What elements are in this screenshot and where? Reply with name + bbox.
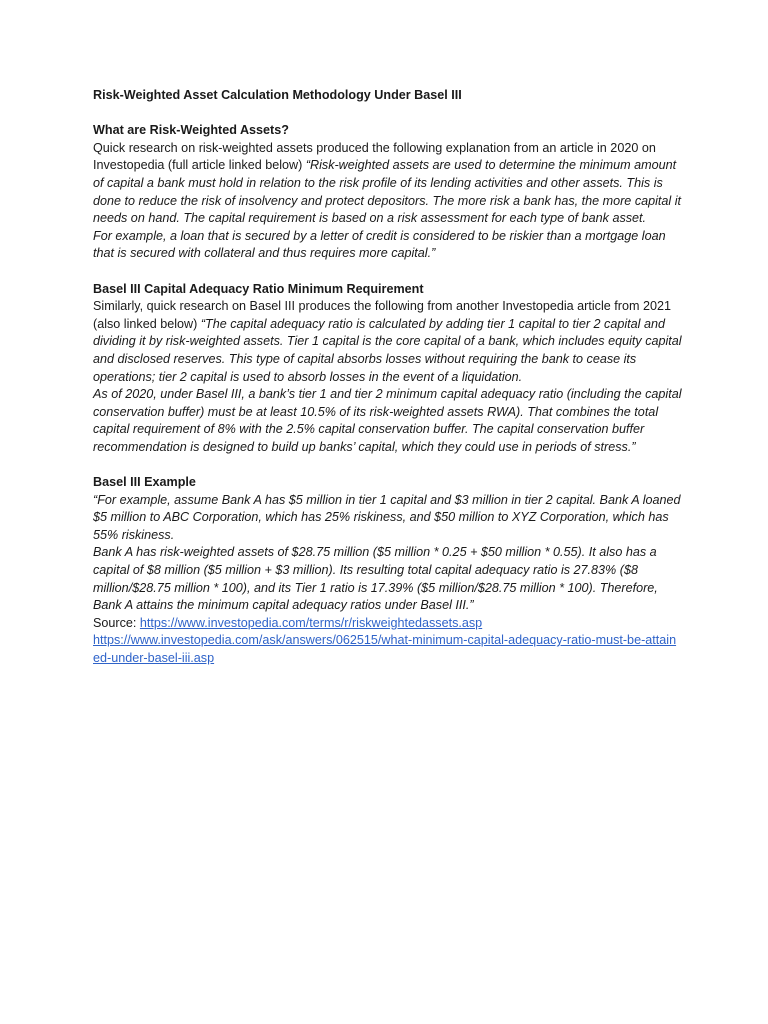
quote-paragraph: As of 2020, under Basel III, a bank’s tier 1 and tier 2 minimum capital adequacy ratio (including the capital conservation buffer) must be at least 10.5% of its risk-weighted assets RWA). That combines the total capital requirement of 8% with the 2.5% capital conservation buffer. The capital conservation buffer recommendation is designed to build up banks’ capital, which they could use in periods of stress.” (93, 387, 682, 454)
quote-paragraph: Bank A has risk-weighted assets of $28.75 million ($5 million * 0.25 + $50 million * 0.55). It also has a capital of $8 million ($5 million + $3 million). Its resulting total capital adequacy ratio is 27.83% ($8 million/$28.75 million * 100), and its Tier 1 ratio is 17.39% ($5 million/$28.75 million * 100). Therefore, Bank A attains the minimum capital adequacy ratios under Basel III.” (93, 545, 658, 613)
source-link-capital-adequacy[interactable]: https://www.investopedia.com/ask/answers/062515/what-minimum-capital-adequacy-ratio-must-be-attained-under-basel-iii.asp (93, 633, 677, 665)
document-body (93, 87, 683, 685)
source-link-risk-weighted-assets[interactable]: https://www.investopedia.com/terms/r/riskweightedassets.asp (139, 615, 483, 630)
intro-text: Quick research on risk-weighted assets produced the following explanation from an article in 2020 on Investopedia (full article linked below) (93, 140, 656, 173)
section-capital-adequacy (93, 281, 683, 457)
quote-paragraph: For example, a loan that is secured by a letter of credit is considered to be riskier than a mortgage loan that is secured with collateral and thus requires more capital.” (93, 228, 666, 261)
section-paragraph (93, 298, 683, 386)
quote-paragraph: “For example, assume Bank A has $5 million in tier 1 capital and $3 million in tier 2 capital. Bank A loaned $5 million to ABC Corporation, which has 25% riskiness, and $50 million to XYZ Corporation, which has 55% riskiness. (93, 492, 681, 542)
quote-text: “The capital adequacy ratio is calculated by adding tier 1 capital to tier 2 capital and dividing it by risk-weighted assets. Tier 1 capital is the core capital of a bank, which includes equity capital and disclosed reserves. This type of capital absorbs losses without requiring the bank to cease its operations; tier 2 capital is used to absorb losses in the event of a liquidation. (93, 316, 682, 384)
source-line (93, 615, 683, 633)
section-risk-weighted-assets (93, 122, 683, 263)
section-heading: What are Risk-Weighted Assets? (93, 123, 289, 138)
quote-text: “Risk-weighted assets are used to determine the minimum amount of capital a bank must hold in relation to the risk profile of its lending activities and other assets. This is done to reduce the risk of insolvency and protect depositors. The more risk a bank has, the more capital it needs on hand. The capital requirement is based on a risk assessment for each type of bank asset. (93, 158, 682, 226)
document-title: Risk-Weighted Asset Calculation Methodology Under Basel III (93, 88, 462, 102)
section-paragraph (93, 140, 683, 228)
intro-text: Similarly, quick research on Basel III produces the following from another Investopedia article from 2021 (also linked below) (93, 299, 671, 331)
source-label: Source: (93, 615, 140, 630)
section-basel-example (93, 474, 683, 668)
source-line-2 (93, 632, 683, 667)
section-heading: Basel III Capital Adequacy Ratio Minimum Requirement (93, 281, 424, 296)
section-heading: Basel III Example (93, 475, 196, 490)
